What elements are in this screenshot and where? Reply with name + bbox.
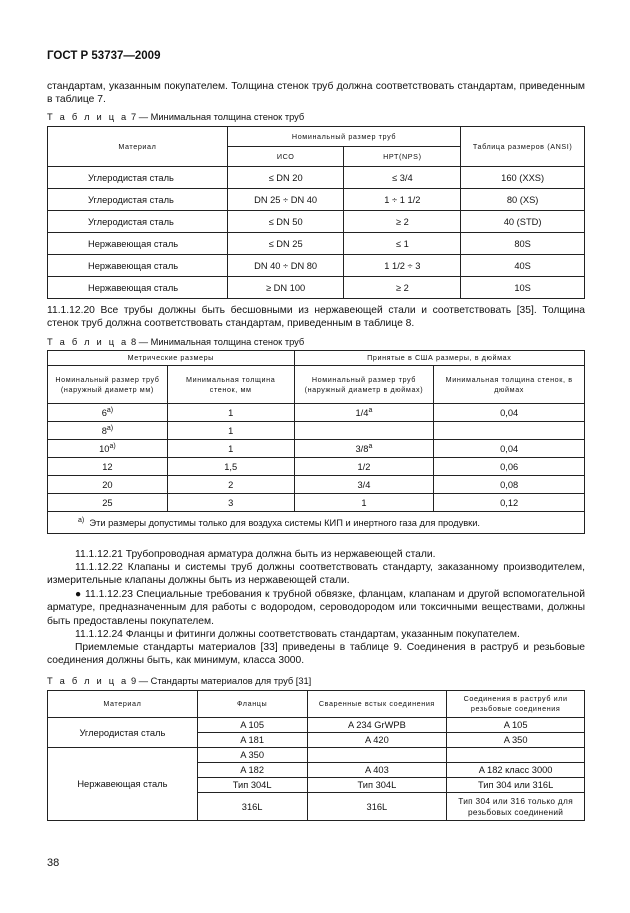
cell-nps: 1 1/2 ÷ 3 (344, 255, 461, 277)
footnote-text: Эти размеры допустимы только для воздуха системы КИП и инертного газа для продувки. (89, 518, 480, 529)
header-outer-diameter-in: Номинальный размер труб (наружный диаметр в дюймах) (294, 366, 434, 404)
header-socket-threaded: Соединения в раструб или резьбовые соединения (447, 691, 585, 718)
cell-iso: ≤ DN 20 (227, 167, 344, 189)
cell-material-stainless: Нержавеющая сталь (48, 748, 198, 821)
cell-nps: ≤ 3/4 (344, 167, 461, 189)
footnote-marker: a (368, 442, 373, 450)
table-row (48, 233, 585, 255)
cell-ansi: 80S (461, 233, 585, 255)
table-row (48, 189, 585, 211)
paragraph-intro: стандартам, указанным покупателем. Толщина стенок труб должна соответствовать стандартам, приведенным в таблице 7. (47, 81, 585, 106)
value: 10 (99, 444, 110, 455)
caption-text: 7 — Минимальная толщина стенок труб (130, 112, 305, 122)
cell-welded: 316L (307, 793, 447, 821)
cell-socket: A 182 класс 3000 (447, 763, 585, 778)
cell-flange: A 350 (197, 748, 307, 763)
cell-welded: A 403 (307, 763, 447, 778)
cell-od-mm (48, 476, 168, 494)
cell-material: Углеродистая сталь (48, 167, 228, 189)
table-row (48, 748, 585, 763)
header-ansi: Таблица размеров (ANSI) (461, 127, 585, 167)
paragraph-standards: Приемлемые стандарты материалов [33] приведены в таблице 9. Соединения в раструб и резьбовые соединения должны быть, как минимум, класса 3000. (47, 642, 585, 667)
value: 12 (102, 462, 113, 473)
value: 8 (101, 426, 107, 437)
page-number: 38 (47, 857, 60, 869)
table-8 (47, 350, 585, 534)
table-row (48, 422, 585, 440)
cell-ansi: 40 (STD) (461, 211, 585, 233)
cell-material: Углеродистая сталь (48, 189, 228, 211)
paragraph-11-1-12-20: 11.1.12.20 Все трубы должны быть бесшовными из нержавеющей стали и соответствовать [35]. Толщина стенок труб должна соответствовать стандартам, приведенным в таблице 8. (47, 305, 585, 330)
cell-iso: DN 25 ÷ DN 40 (227, 189, 344, 211)
footnote-marker: a) (78, 516, 85, 524)
header-us: Принятые в США размеры, в дюймах (294, 351, 584, 366)
table-footnote (48, 512, 585, 534)
cell-od-mm (48, 494, 168, 512)
cell-ansi: 80 (XS) (461, 189, 585, 211)
cell-thickness-mm: 1 (167, 440, 294, 458)
table-9 (47, 690, 585, 821)
table-7-caption (47, 112, 304, 122)
table-row (48, 440, 585, 458)
table-8-caption (47, 337, 304, 347)
value: 1/4 (355, 408, 369, 419)
caption-prefix: Т а б л и ц а (47, 112, 129, 122)
cell-socket: Тип 304 или 316L (447, 778, 585, 793)
table-row (48, 404, 585, 422)
header-butt-welded: Сваренные встык соединения (307, 691, 447, 718)
caption-text: 8 — Минимальная толщина стенок труб (130, 337, 305, 347)
cell-od-in (294, 476, 434, 494)
paragraph-11-1-12-23: ● 11.1.12.23 Специальные требования к трубной обвязке, фланцам, клапанам и другой вспомогательной арматуре, предназначенным для работы с водородом, сероводородом или токсичными веществами, должны быть предоставлены покупателем. (47, 589, 585, 627)
table-row (48, 476, 585, 494)
caption-prefix: Т а б л и ц а (47, 676, 129, 686)
table-row (48, 211, 585, 233)
cell-iso: ≤ DN 50 (227, 211, 344, 233)
header-nominal: Номинальный размер труб (227, 127, 460, 147)
header-thickness-in: Минимальная толщина стенок, в дюймах (434, 366, 585, 404)
cell-socket: Тип 304 или 316 только для резьбовых соединений (447, 793, 585, 821)
paragraph-11-1-12-21: 11.1.12.21 Трубопроводная арматура должна быть из нержавеющей стали. (75, 549, 436, 560)
cell-material: Нержавеющая сталь (48, 233, 228, 255)
cell-od-in (294, 458, 434, 476)
value: 6 (101, 408, 107, 419)
cell-od-mm (48, 422, 168, 440)
caption-prefix: Т а б л и ц а (47, 337, 129, 347)
value: 1 (361, 498, 367, 509)
cell-socket: A 105 (447, 718, 585, 733)
cell-welded: Тип 304L (307, 778, 447, 793)
value: 25 (102, 498, 113, 509)
table-7 (47, 126, 585, 299)
cell-thickness-in: 0,04 (434, 440, 585, 458)
header-outer-diameter-mm: Номинальный размер труб (наружный диаметр мм) (48, 366, 168, 404)
cell-thickness-in: 0,04 (434, 404, 585, 422)
cell-od-mm (48, 404, 168, 422)
cell-od-mm (48, 440, 168, 458)
cell-ansi: 40S (461, 255, 585, 277)
value: 3/4 (357, 480, 371, 491)
cell-flange: A 181 (197, 733, 307, 748)
footnote-marker: a (368, 406, 373, 414)
header-material: Материал (48, 691, 198, 718)
cell-flange: 316L (197, 793, 307, 821)
cell-thickness-mm: 1 (167, 404, 294, 422)
cell-thickness-in: 0,08 (434, 476, 585, 494)
header-flanges: Фланцы (197, 691, 307, 718)
cell-material-carbon: Углеродистая сталь (48, 718, 198, 748)
cell-thickness-mm: 1,5 (167, 458, 294, 476)
table-row (48, 494, 585, 512)
cell-welded: A 420 (307, 733, 447, 748)
header-material: Материал (48, 127, 228, 167)
cell-socket (447, 748, 585, 763)
cell-flange: Тип 304L (197, 778, 307, 793)
cell-welded: A 234 GrWPB (307, 718, 447, 733)
table-9-caption (47, 676, 311, 686)
cell-ansi: 10S (461, 277, 585, 299)
cell-welded (307, 748, 447, 763)
header-metric: Метрические размеры (48, 351, 295, 366)
value: 1/2 (357, 462, 371, 473)
cell-iso: DN 40 ÷ DN 80 (227, 255, 344, 277)
cell-iso: ≥ DN 100 (227, 277, 344, 299)
cell-thickness-in: 0,12 (434, 494, 585, 512)
cell-nps: ≤ 1 (344, 233, 461, 255)
footnote-marker: a) (106, 424, 114, 432)
cell-thickness-mm: 2 (167, 476, 294, 494)
cell-nps: ≥ 2 (344, 277, 461, 299)
table-row (48, 458, 585, 476)
cell-material: Углеродистая сталь (48, 211, 228, 233)
cell-od-mm (48, 458, 168, 476)
cell-od-in (294, 404, 434, 422)
cell-socket: A 350 (447, 733, 585, 748)
document-header: ГОСТ Р 53737—2009 (47, 50, 161, 62)
table-row (48, 167, 585, 189)
cell-nps: ≥ 2 (344, 211, 461, 233)
cell-od-in (294, 440, 434, 458)
cell-ansi: 160 (XXS) (461, 167, 585, 189)
cell-thickness-in (434, 422, 585, 440)
cell-nps: 1 ÷ 1 1/2 (344, 189, 461, 211)
header-thickness-mm: Минимальная толщина стенок, мм (167, 366, 294, 404)
table-row (48, 718, 585, 733)
cell-od-in (294, 494, 434, 512)
paragraph-11-1-12-22: 11.1.12.22 Клапаны и системы труб должны соответствовать стандарту, заказанному производителем, измерительные клапаны должны быть из нержавеющей стали. (47, 562, 585, 587)
table-row (48, 277, 585, 299)
cell-thickness-mm: 1 (167, 422, 294, 440)
caption-text: 9 — Стандарты материалов для труб [31] (130, 676, 312, 686)
footnote-marker: a) (109, 442, 116, 450)
table-footnote-row (48, 512, 585, 534)
cell-material: Нержавеющая сталь (48, 277, 228, 299)
header-nps: НРТ(NPS) (344, 147, 461, 167)
paragraph-11-1-12-24: 11.1.12.24 Фланцы и фитинги должны соответствовать стандартам, указанным покупателем. (75, 629, 520, 640)
footnote-marker: a) (106, 406, 114, 414)
cell-flange: A 182 (197, 763, 307, 778)
cell-thickness-mm: 3 (167, 494, 294, 512)
cell-material: Нержавеющая сталь (48, 255, 228, 277)
cell-od-in (294, 422, 434, 440)
table-row (48, 255, 585, 277)
cell-thickness-in: 0,06 (434, 458, 585, 476)
value: 20 (102, 480, 113, 491)
header-iso: ИСО (227, 147, 344, 167)
value: 3/8 (355, 444, 369, 455)
cell-flange: A 105 (197, 718, 307, 733)
cell-iso: ≤ DN 25 (227, 233, 344, 255)
